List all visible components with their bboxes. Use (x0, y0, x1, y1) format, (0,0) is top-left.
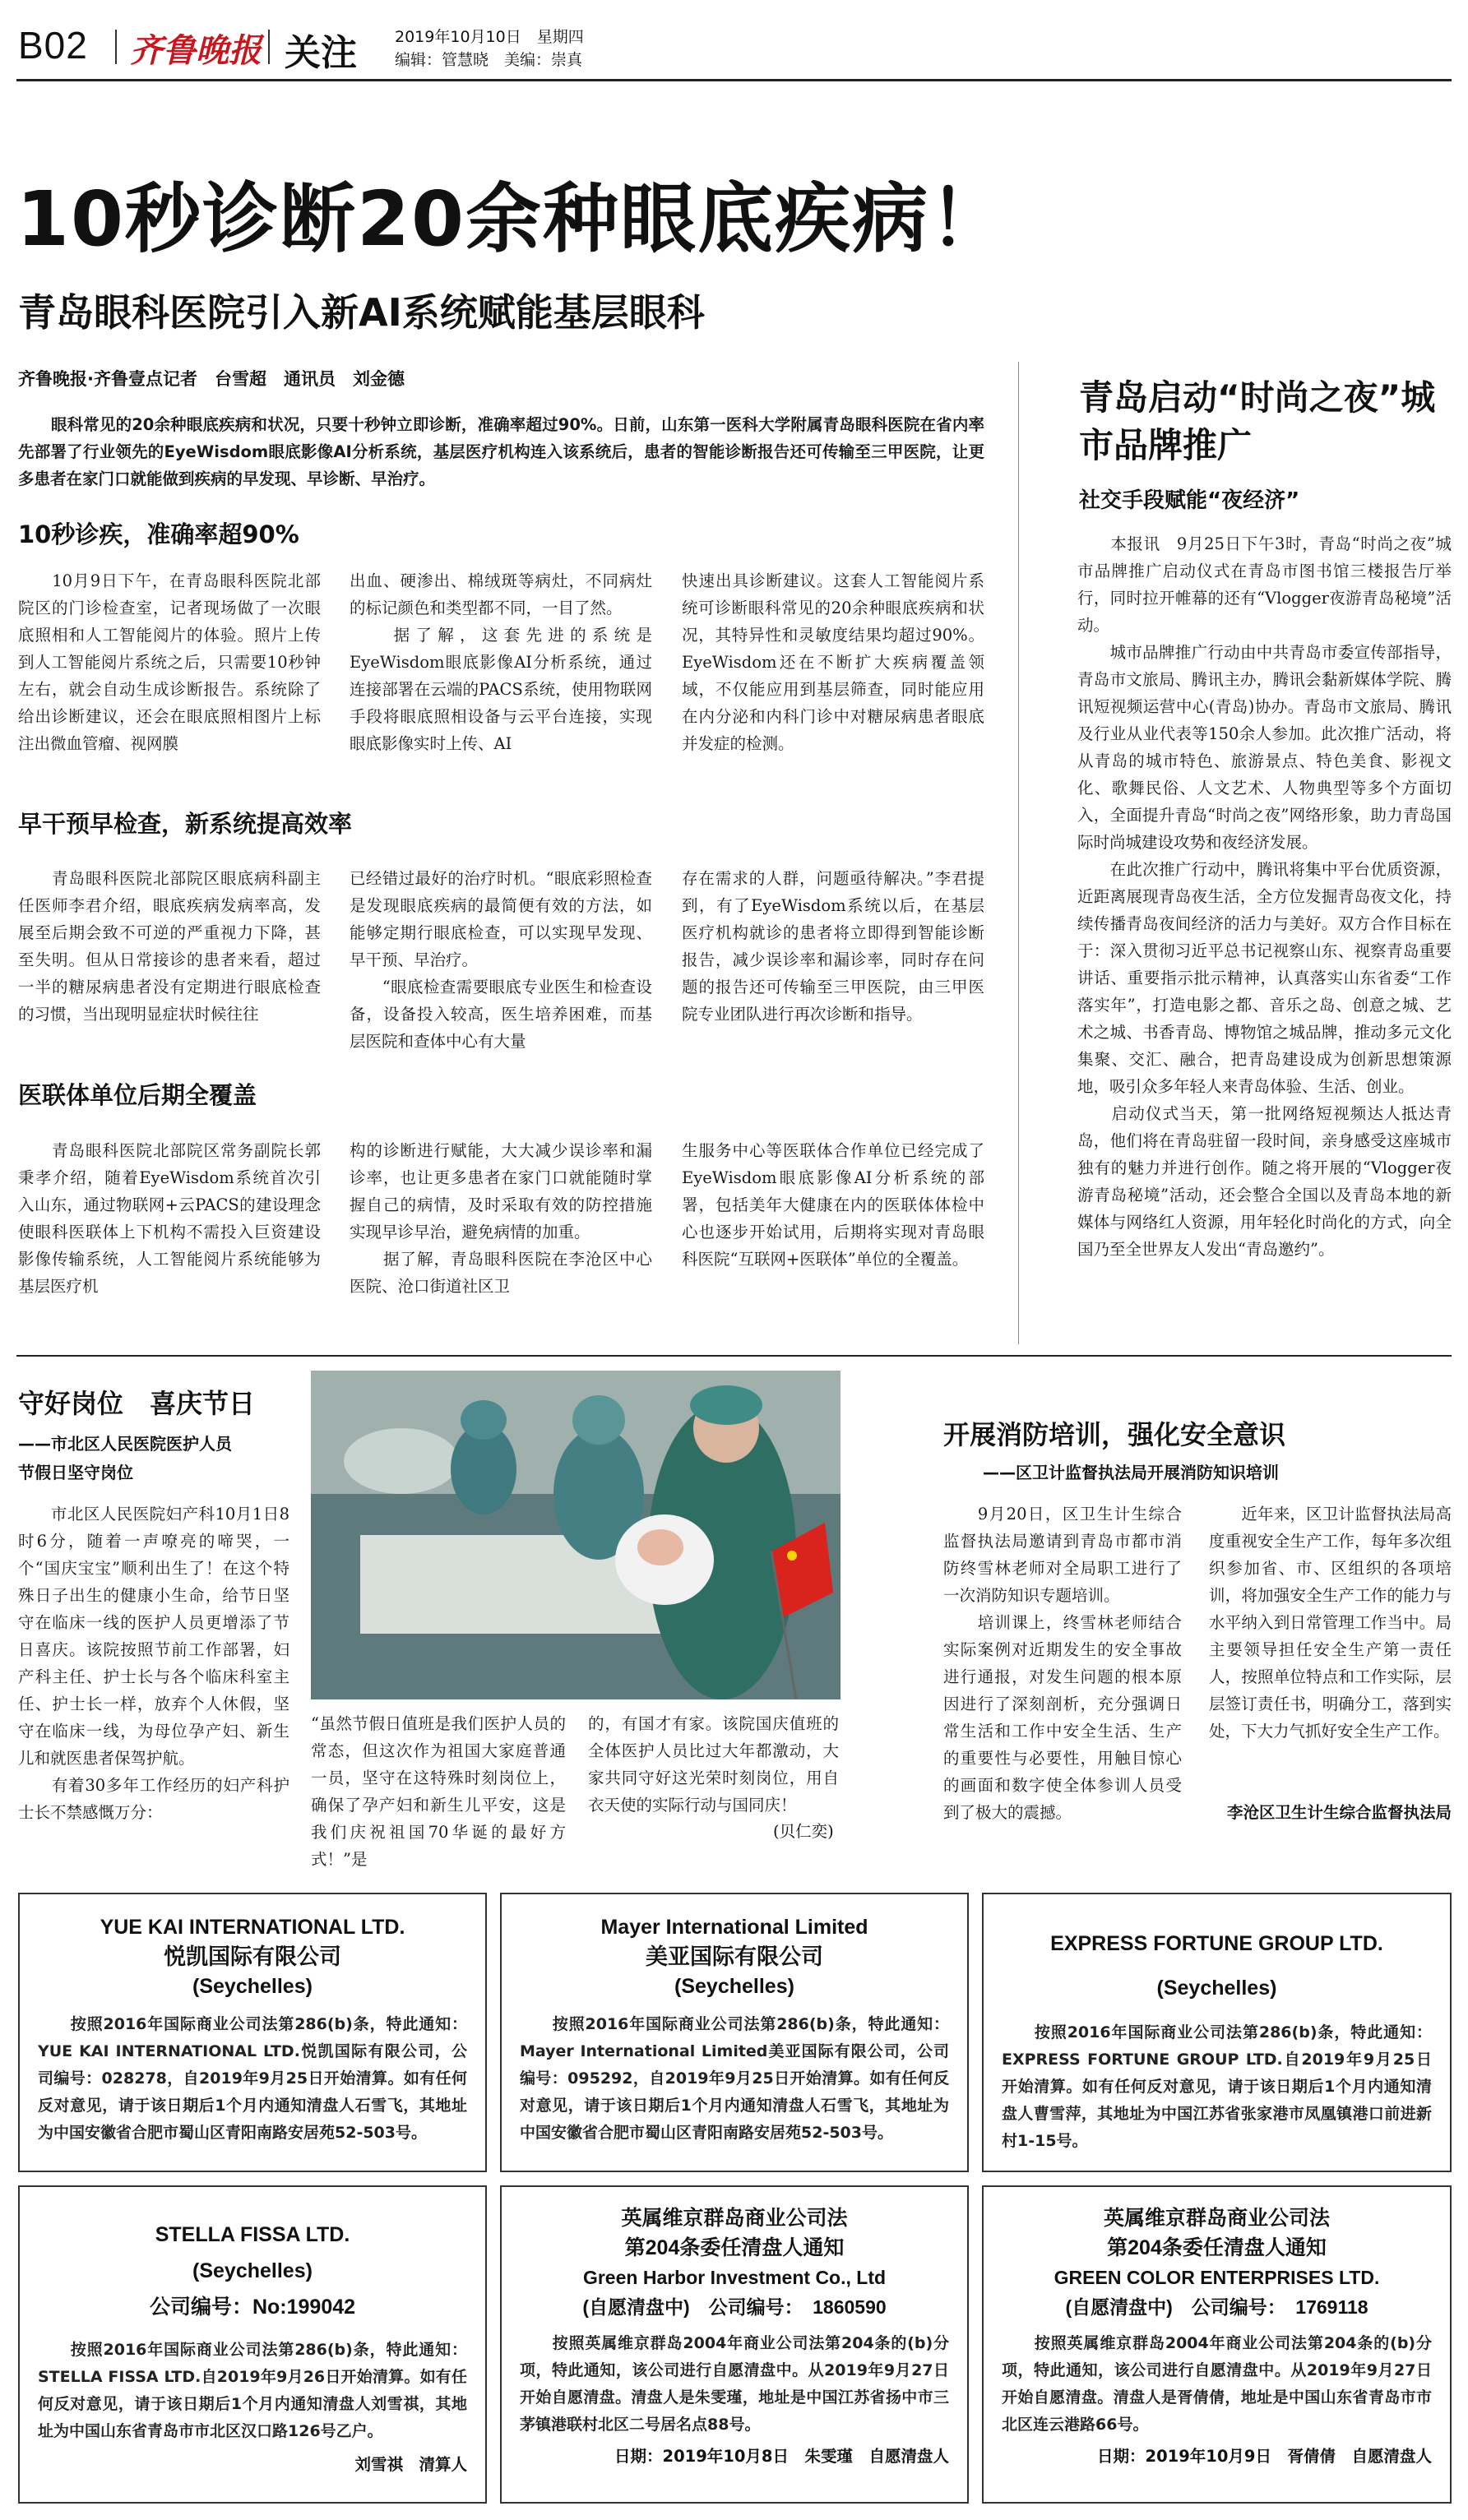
notice-title: (Seychelles) (1156, 1977, 1277, 2000)
notice-body: 按照英属维京群岛2004年商业公司法第204条的(b)分项，特此通知，该公司进行自愿清盘中。从2019年9月27日开始自愿清盘。清盘人是朱雯瑾，地址是中国江苏省扬中市三茅镇港联村北区二号居名点88号。 (520, 2334, 949, 2434)
column-divider (1018, 362, 1019, 1344)
notice-body: 按照2016年国际商业公司法第286(b)条，特此通知：YUE KAI INTERNATIONAL LTD.悦凯国际有限公司，公司编号：028278，自2019年9月25日开始清算。如有任何反对意见，请于该日期后1个月内通知清盘人石雪飞，其地址为中国安徽省合肥市蜀山区青阳南路安居苑52-503号。 (38, 2015, 467, 2142)
article-column: 出血、硬渗出、棉绒斑等病灶，不同病灶的标记颜色和类型都不同，一目了然。 据了解，这套先进的系统是EyeWisdom眼底影像AI分析系统，通过连接部署在云端的PACS系统，使用物联网手段将眼底照相设备与云平台连接，实现眼底影像实时上传、AI (350, 571, 652, 753)
section-title: 早干预早检查，新系统提高效率 (18, 810, 353, 838)
fire-column: 近年来，区卫计监督执法局高度重视安全生产工作，每年多次组织参加省、市、区组织的各项培训，将加强安全生产工作的能力与水平纳入到日常管理工作当中。局主要领导担任安全生产第一责任人，按照单位特点和工作实际，层层签订责任书，明确分工，落到实处，下大力气抓好安全生产工作。 (1209, 1505, 1452, 1741)
divider-bar (115, 30, 117, 64)
fire-credit: 李沧区卫生计生综合监督执法局 (1226, 1803, 1452, 1822)
notice-title: 英属维京群岛商业公司法 (1103, 2207, 1330, 2230)
issue-date: 2019年10月10日 星期四 (395, 28, 584, 46)
side-body: 本报讯 9月25日下午3时，青岛“时尚之夜”城市品牌推广启动仪式在青岛市图书馆三楼报告厅举行，同时拉开帷幕的还有“Vlogger夜游青岛秘境”活动。 城市品牌推广行动由中共青岛市委宣传部指导，青岛市文旅局、腾讯主办，腾讯会黏新媒体学院、腾讯短视频运营中心(青岛)协办。青岛市文旅局、腾讯及行业从业代表等150余人参加。此次推广活动，将从青岛的城市特色、旅游景点、特色美食、影视文化、歌舞民俗、人文艺术、人物典型等多个方面切入，全面提升青岛“时尚之夜”网络形象，助力青岛国际时尚城建设攻势和夜经济发展。 在此次推广行动中，腾讯将集中平台优质资源，近距离展现青岛夜生活，全方位发掘青岛夜文化，持续传播青岛夜间经济的活力与美好。双方合作目标在于：深入贯彻习近平总书记视察山东、视察青岛重要讲话、重要指示批示精神，认真落实山东省委“工作落实年”，打造电影之都、音乐之岛、创意之城、艺术之城、书香青岛、博物馆之城品牌，推动多元文化集聚、交汇、融合，把青岛建设成为创新思想策源地，吸引众多年轻人来青岛体验、生活、创业。 启动仪式当天，第一批网络短视频达人抵达青岛，他们将在青岛驻留一段时间，亲身感受这座城市独有的魅力并进行创作。随之将开展的“Vlogger夜游青岛秘境”活动，还会整合全国以及青岛本地的新媒体与网络红人资源，用年轻化时尚化的方式，向全国乃至全世界友人发出“青岛邀约”。 (1077, 534, 1452, 1259)
notice-title: Mayer International Limited (600, 1916, 868, 1939)
paper-logo: 齐鲁晚报 (130, 31, 262, 70)
notice-title: 第204条委任清盘人通知 (1107, 2236, 1327, 2259)
festival-headline: 守好岗位 喜庆节日 (18, 1388, 256, 1419)
notice-body: 按照2016年国际商业公司法第286(b)条，特此通知：Mayer International Limited美亚国际有限公司，公司编号：095292，自2019年9月25日开始清算。如有任何反对意见，请于该日期后1个月内通知清盘人石雪飞，其地址为中国安徽省合肥市蜀山区青阳南路安居苑52-503号。 (520, 2015, 949, 2142)
section-name: 关注 (285, 32, 357, 74)
festival-credit: (贝仁奕) (773, 1822, 834, 1841)
notice-signature: 刘雪祺 清算人 (354, 2455, 467, 2474)
festival-column: 的，有国才有家。该院国庆值班的全体医护人员比过大年都激动，大家共同守好这光荣时刻岗位，用自衣天使的实际行动与国同庆！ (588, 1714, 839, 1815)
hospital-photo (311, 1371, 841, 1699)
fire-subheadline: ——区卫计监督执法局开展消防知识培训 (983, 1463, 1279, 1482)
article-column: 构的诊断进行赋能，大大减少误诊率和漏诊率，也让更多患者在家门口就能随时掌握自己的病情，及时采取有效的防控措施实现早诊早治，避免病情的加重。 据了解，青岛眼科医院在李沧区中心医院、沧口街道社区卫 (350, 1141, 652, 1296)
notice-box (500, 2185, 969, 2504)
section-rule (16, 1355, 1452, 1357)
notice-title: Green Harbor Investment Co., Ltd (582, 2267, 887, 2288)
notice-title: 美亚国际有限公司 (646, 1944, 823, 1969)
fire-column: 9月20日，区卫生计生综合监督执法局邀请到青岛市都市消防终雪林老师对全局职工进行了一次消防知识专题培训。 培训课上，终雪林老师结合实际案例对近期发生的安全事故进行通报，对发生问题的根本原因进行了深刻剖析，充分强调日常生活和工作中安全生活、生产的重要性与必要性，用触目惊心的画面和数字使全体参训人员受到了极大的震撼。 (943, 1505, 1182, 1822)
article-column: 青岛眼科医院北部院区常务副院长郭秉孝介绍，随着EyeWisdom系统首次引入山东，通过物联网+云PACS的建设理念使眼科医联体上下机构不需投入巨资建设影像传输系统，人工智能阅片系统能够为基层医疗机 (18, 1141, 321, 1296)
main-headline: 10秒诊断20余种眼底疾病！ (16, 175, 1007, 263)
notice-box (18, 1893, 487, 2172)
byline: 齐鲁晚报·齐鲁壹点记者 台雪超 通讯员 刘金德 (18, 369, 405, 389)
page-number: B02 (18, 24, 88, 67)
lead-paragraph: 眼科常见的20余种眼底疾病和状况，只要十秒钟立即诊断，准确率超过90%。日前，山东第一医科大学附属青岛眼科医院在省内率先部署了行业领先的EyeWisdom眼底影像AI分析系统，基层医疗机构连入该系统后，患者的智能诊断报告还可传输至三甲医院，让更多患者在家门口就能做到疾病的早发现、早诊断、早治疗。 (18, 415, 984, 488)
article-column: 快速出具诊断建议。这套人工智能阅片系统可诊断眼科常见的20余种眼底疾病和状况，其特异性和灵敏度结果均超过90%。EyeWisdom还在不断扩大疾病覆盖领域，不仅能应用到基层筛查，同时能应用在内分泌和内科门诊中对糖尿病患者眼底并发症的检测。 (682, 571, 984, 753)
article-column: 青岛眼科医院北部院区眼底病科副主任医师李君介绍，眼底疾病发病率高，发展至后期会致不可逆的严重视力下降，甚至失明。但从日常接诊的患者来看，超过一半的糖尿病患者没有定期进行眼底检查的习惯，当出现明显症状时候往往 (18, 869, 321, 1024)
notice-title: 英属维京群岛商业公司法 (621, 2207, 848, 2230)
notice-body: 按照2016年国际商业公司法第286(b)条，特此通知：EXPRESS FORTUNE GROUP LTD.自2019年9月25日开始清算。如有任何反对意见，请于该日期后1个月内通知清盘人曹雪萍，其地址为中国江苏省张家港市凤凰镇港口前进新村1-15号。 (1002, 2023, 1432, 2150)
side-headline: 青岛启动“时尚之夜”城市品牌推广 (1079, 377, 1436, 465)
notice-title: (Seychelles) (192, 2259, 313, 2282)
notice-title: 公司编号：No:199042 (149, 2296, 356, 2319)
notice-title: 第204条委任清盘人通知 (624, 2236, 845, 2259)
notice-title: 悦凯国际有限公司 (164, 1944, 341, 1969)
notice-title: STELLA FISSA LTD. (155, 2223, 350, 2246)
notice-title: EXPRESS FORTUNE GROUP LTD. (1050, 1932, 1383, 1955)
notice-box (982, 2185, 1452, 2504)
notice-title: GREEN COLOR ENTERPRISES LTD. (1054, 2267, 1380, 2288)
notice-body: 按照2016年国际商业公司法第286(b)条，特此通知：STELLA FISSA LTD.自2019年9月26日开始清算。如有任何反对意见，请于该日期后1个月内通知清盘人刘雪祺，其地址为中国山东省青岛市市北区汉口路126号乙户。 (38, 2341, 467, 2440)
article-column: 存在需求的人群，问题亟待解决。”李君提到，有了EyeWisdom系统以后，在基层医疗机构就诊的患者将立即得到智能诊断报告，减少误诊率和漏诊率，同时存在问题的报告还可传输至三甲医院，由三甲医院专业团队进行再次诊断和指导。 (682, 869, 984, 1024)
article-column: 生服务中心等医联体合作单位已经完成了EyeWisdom眼底影像AI分析系统的部署，包括美年大健康在内的医联体体检中心也逐步开始试用，后期将实现对青岛眼科医院“互联网+医联体”单位的全覆盖。 (682, 1141, 984, 1269)
notice-title: (自愿清盘中) 公司编号： 1769118 (1065, 2296, 1368, 2318)
section-title: 10秒诊疾，准确率超90% (18, 520, 299, 548)
notice-signature: 日期：2019年10月9日 胥倩倩 自愿清盘人 (1097, 2447, 1432, 2466)
delivery-room-photo-image (311, 1371, 841, 1699)
notice-signature: 日期：2019年10月8日 朱雯瑾 自愿清盘人 (614, 2447, 949, 2466)
notice-body: 按照英属维京群岛2004年商业公司法第204条的(b)分项，特此通知，该公司进行自愿清盘中。从2019年9月27日开始自愿清盘。清盘人是胥倩倩，地址是中国山东省青岛市市北区连云港路66号。 (1002, 2334, 1432, 2434)
notice-title: (Seychelles) (192, 1975, 313, 1998)
notice-title: (Seychelles) (674, 1975, 794, 1998)
side-subheadline: 社交手段赋能“夜经济” (1079, 488, 1300, 513)
header-rule (16, 79, 1452, 81)
section-title: 医联体单位后期全覆盖 (18, 1081, 257, 1109)
article-column: 10月9日下午，在青岛眼科医院北部院区的门诊检查室，记者现场做了一次眼底照相和人工智能阅片的体验。照片上传到人工智能阅片系统之后，只需要10秒钟左右，就会自动生成诊断报告。系统除了给出诊断建议，还会在眼底照相图片上标注出微血管瘤、视网膜 (18, 571, 321, 753)
divider-bar (268, 30, 270, 64)
notice-box (982, 1893, 1452, 2172)
editor-credit: 编辑：管慧晓 美编：崇真 (395, 51, 583, 69)
festival-subheadline: 节假日坚守岗位 (18, 1463, 133, 1482)
festival-subheadline: ——市北区人民医院医护人员 (18, 1434, 232, 1454)
festival-column: 市北区人民医院妇产科10月1日8时6分，随着一声嘹亮的啼哭，一个“国庆宝宝”顺利出生了！在这个特殊日子出生的健康小生命，给节日坚守在临床一线的医护人员更增添了节日喜庆。该院按照节前工作部署，妇产科主任、护士长与各个临床科室主任、护士长一样，放弃个人休假，坚守在临床一线，为母位孕产妇、新生儿和就医患者保驾护航。 有着30多年工作经历的妇产科护士长不禁感慨万分： (18, 1505, 289, 1822)
notice-box (18, 2185, 487, 2504)
notice-title: (自愿清盘中) 公司编号： 1860590 (582, 2296, 887, 2318)
notice-title: YUE KAI INTERNATIONAL LTD. (100, 1916, 405, 1939)
article-column: 已经错过最好的治疗时机。“眼底彩照检查是发现眼底疾病的最简便有效的方法，如能够定期行眼底检查，可以实现早发现、早干预、早治疗。 “眼底检查需要眼底专业医生和检查设备，设备投入较高，医生培养困难，而基层医院和查体中心有大量 (350, 869, 652, 1051)
notice-box (500, 1893, 969, 2172)
festival-column: “虽然节假日值班是我们医护人员的常态，但这次作为祖国大家庭普通一员，坚守在这特殊时刻岗位上，确保了孕产妇和新生儿平安，这是我们庆祝祖国70华诞的最好方式！”是 (311, 1714, 566, 1869)
main-subheadline: 青岛眼科医院引入新AI系统赋能基层眼科 (18, 290, 705, 335)
fire-headline: 开展消防培训，强化安全意识 (943, 1419, 1286, 1450)
